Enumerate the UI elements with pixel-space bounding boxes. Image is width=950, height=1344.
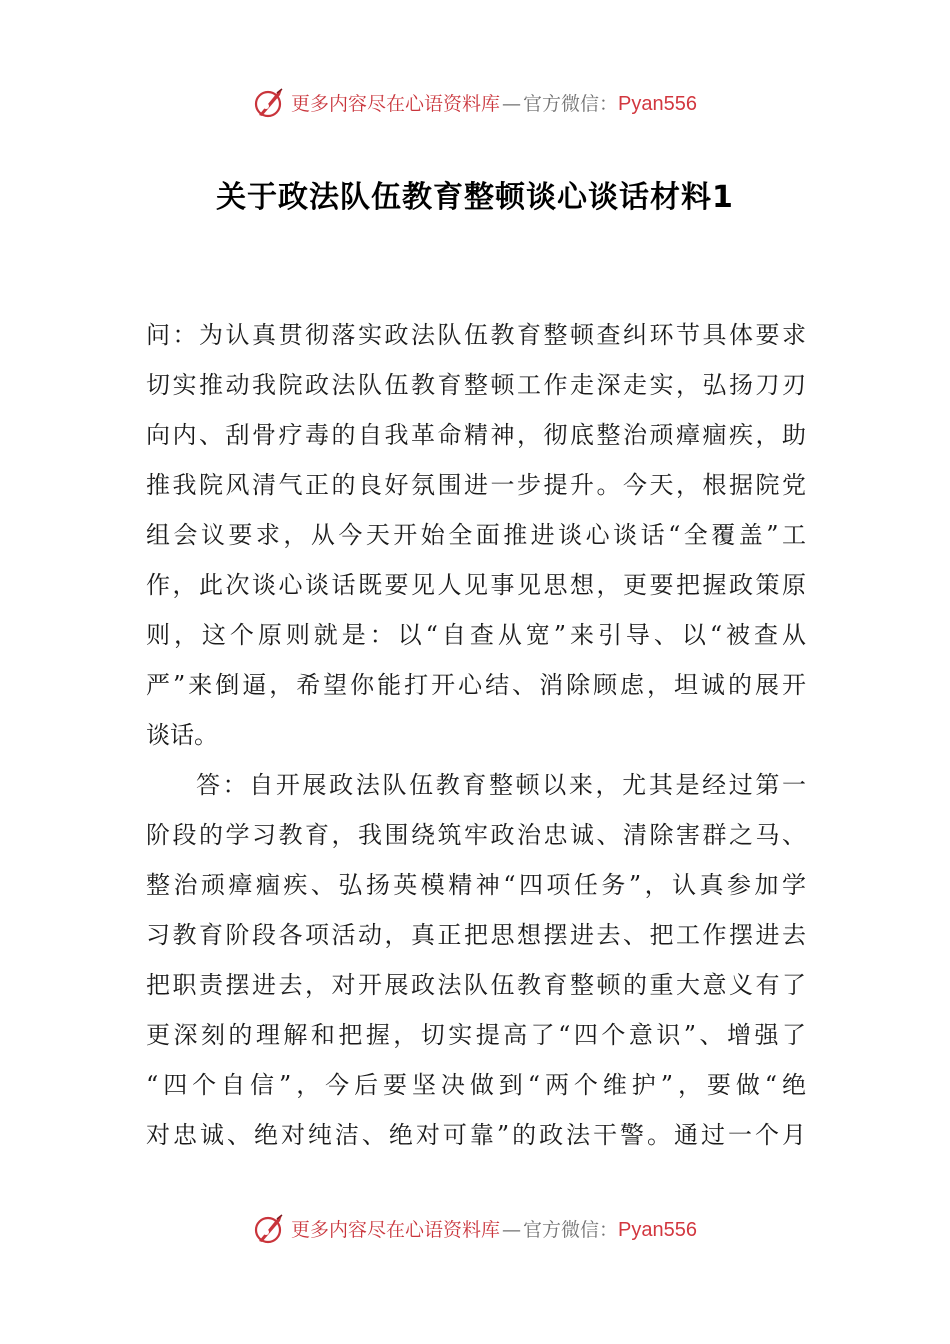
paragraph-line: 把职责摆进去，对开展政法队伍教育整顿的重大意义有了 [146, 971, 806, 999]
watermark-wechat-label: 官方微信： [523, 92, 619, 115]
document-body [146, 310, 806, 1160]
pen-logo-icon [253, 85, 287, 119]
paragraph-line: 习教育阶段各项活动，真正把思想摆进去、把工作摆进去 [146, 921, 806, 949]
paragraph-line: 更深刻的理解和把握，切实提高了“四个意识”、增强了 [146, 1021, 806, 1049]
paragraph-line: 阶段的学习教育，我围绕筑牢政治忠诚、清除害群之马、 [146, 821, 806, 849]
paragraph-line: 谈话。 [146, 721, 218, 749]
watermark-dash: — [502, 92, 522, 115]
paragraph-line: 严”来倒逼，希望你能打开心结、消除顾虑，坦诚的展开 [146, 671, 806, 699]
pen-logo-icon [253, 1211, 287, 1245]
paragraph-line: 向内、刮骨疗毒的自我革命精神，彻底整治顽瘴痼疾，助 [146, 421, 806, 449]
watermark-site-text: 更多内容尽在心语资料库 [291, 1218, 501, 1241]
paragraph-line: 对忠诚、绝对纯洁、绝对可靠”的政法干警。通过一个月 [146, 1121, 806, 1149]
watermark-wechat-id: Pyan556 [618, 92, 697, 115]
watermark-site-text: 更多内容尽在心语资料库 [291, 92, 501, 115]
paragraph-line: “四个自信”，今后要坚决做到“两个维护”，要做“绝 [146, 1071, 806, 1099]
paragraph-line: 整治顽瘴痼疾、弘扬英模精神“四项任务”，认真参加学 [146, 871, 806, 899]
header-watermark [0, 82, 950, 122]
paragraph-line: 切实推动我院政法队伍教育整顿工作走深走实，弘扬刀刃 [146, 371, 806, 399]
paragraph-line: 组会议要求，从今天开始全面推进谈心谈话“全覆盖”工 [146, 521, 806, 549]
footer-watermark [0, 1208, 950, 1248]
paragraph-line: 答：自开展政法队伍教育整顿以来，尤其是经过第一 [196, 771, 806, 799]
watermark-wechat-label: 官方微信： [523, 1218, 619, 1241]
paragraph-line: 推我院风清气正的良好氛围进一步提升。今天，根据院党 [146, 471, 806, 499]
paragraph-line: 作，此次谈心谈话既要见人见事见思想，更要把握政策原 [146, 571, 806, 599]
paragraph-line: 问：为认真贯彻落实政法队伍教育整顿查纠环节具体要求 [146, 321, 806, 349]
watermark-wechat-id: Pyan556 [618, 1218, 697, 1241]
document-title: 关于政法队伍教育整顿谈心谈话材料1 [216, 180, 734, 215]
paragraph-line: 则，这个原则就是：以“自查从宽”来引导、以“被查从 [146, 621, 806, 649]
watermark-dash: — [502, 1218, 522, 1241]
